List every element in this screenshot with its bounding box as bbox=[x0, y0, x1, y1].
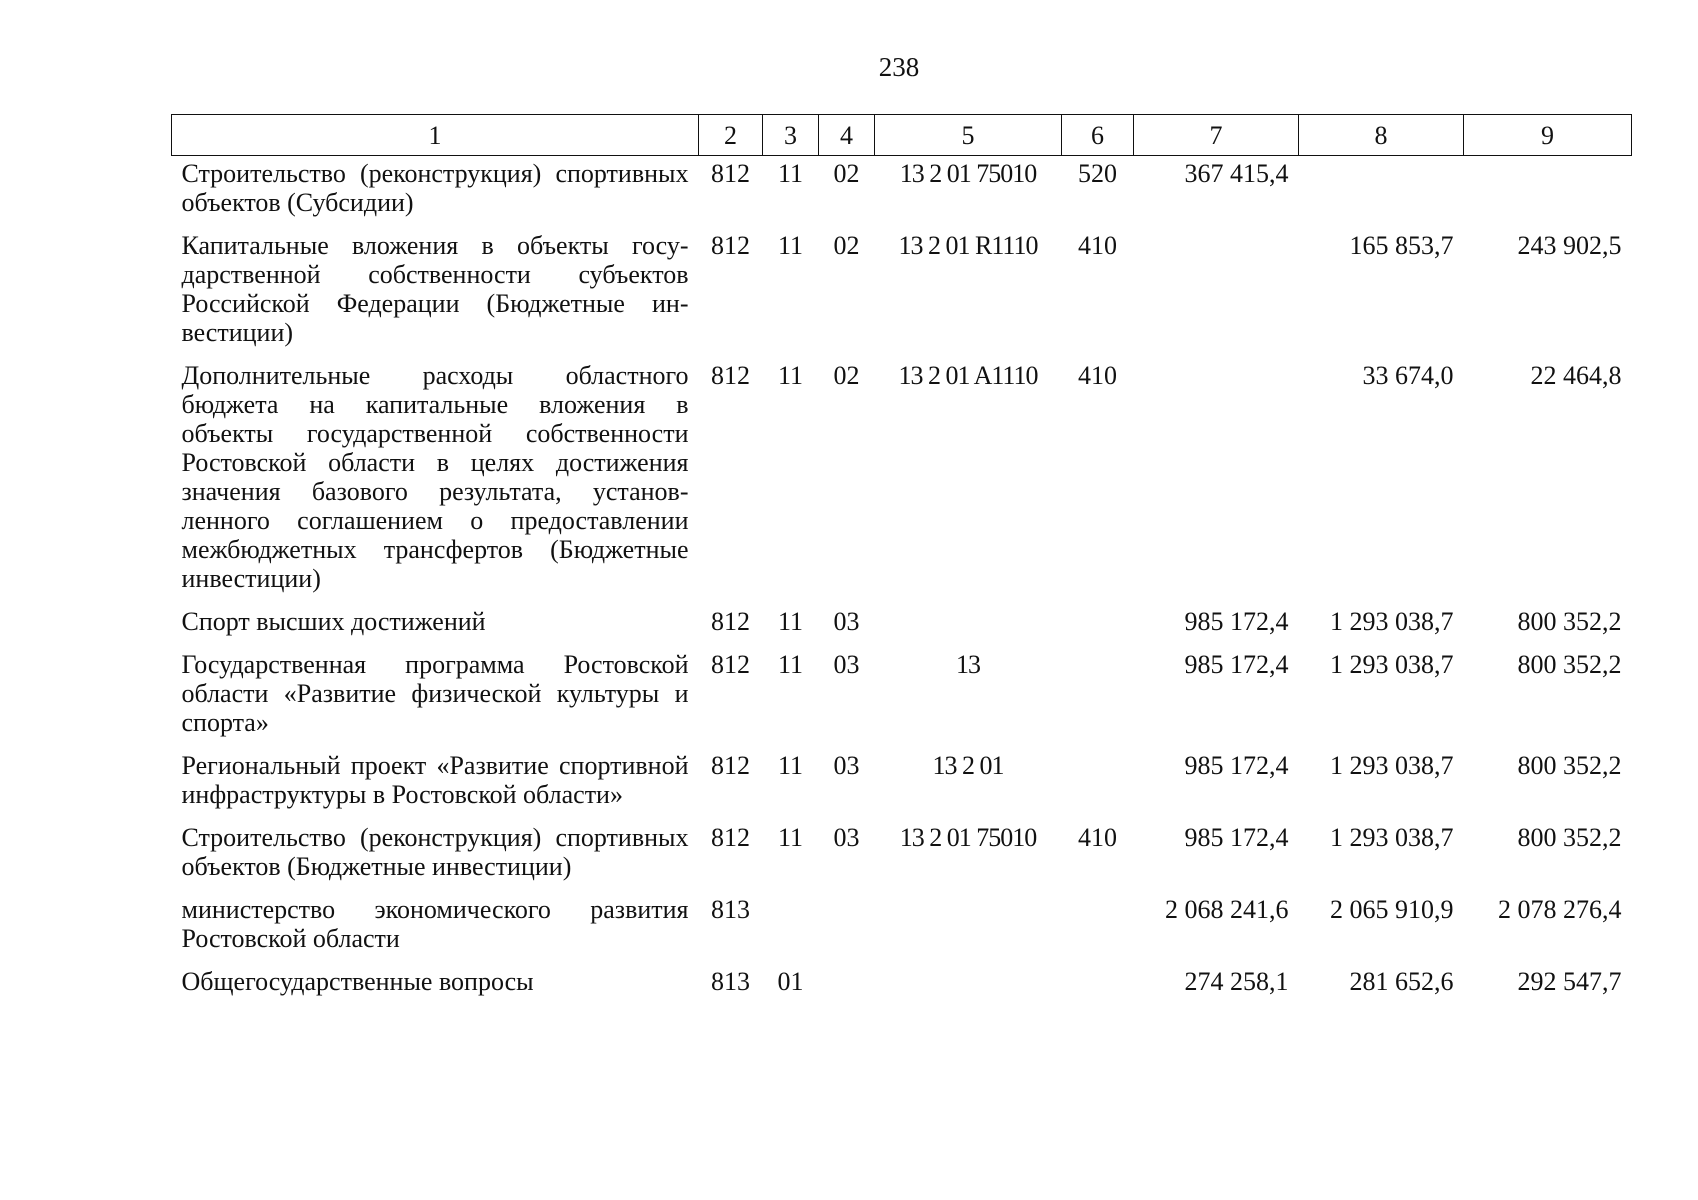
target-article-code: 13 2 01 R1110 bbox=[898, 231, 1038, 260]
table-row bbox=[172, 156, 1632, 229]
amount-col-9: 800 352,2 bbox=[1517, 607, 1622, 636]
amount-col-9: 22 464,8 bbox=[1530, 361, 1622, 390]
section-code: 11 bbox=[777, 650, 804, 679]
target-article-code: 13 2 01 bbox=[932, 751, 1004, 780]
section-code: 11 bbox=[777, 159, 804, 188]
expense-type-code bbox=[1062, 892, 1134, 964]
section-code: 11 bbox=[777, 361, 804, 390]
amount-col-8: 165 853,7 bbox=[1349, 231, 1454, 260]
ministry-code: 812 bbox=[711, 650, 750, 679]
row-name: министерство экономического развития Ростовской области bbox=[181, 895, 689, 953]
section-code: 11 bbox=[777, 607, 804, 636]
amount-col-8: 1 293 038,7 bbox=[1330, 650, 1454, 679]
ministry-code: 812 bbox=[711, 159, 750, 188]
ministry-code: 812 bbox=[711, 823, 750, 852]
expense-type-code: 520 bbox=[1078, 159, 1117, 188]
amount-col-8: 33 674,0 bbox=[1362, 361, 1454, 390]
column-header-2: 2 bbox=[699, 115, 763, 156]
amount-col-8: 2 065 910,9 bbox=[1330, 895, 1454, 924]
section-code: 11 bbox=[777, 231, 804, 260]
ministry-code: 813 bbox=[711, 895, 750, 924]
section-code: 01 bbox=[777, 967, 804, 996]
expense-type-code bbox=[1062, 647, 1134, 748]
column-header-9: 9 bbox=[1464, 115, 1632, 156]
subsection-code: 03 bbox=[833, 607, 860, 636]
row-name: Капитальные вложения в объекты государственной собственности субъектов Российской Федерации (Бюджетные инвестиции) bbox=[181, 231, 689, 347]
row-name: Спорт высших достижений bbox=[181, 607, 486, 636]
column-header-1: 1 bbox=[172, 115, 699, 156]
header-row bbox=[172, 115, 1632, 156]
ministry-code: 812 bbox=[711, 231, 750, 260]
subsection-code: 03 bbox=[833, 751, 860, 780]
table-row bbox=[172, 647, 1632, 748]
section-code bbox=[763, 892, 819, 964]
column-header-7: 7 bbox=[1134, 115, 1299, 156]
table-row bbox=[172, 820, 1632, 892]
row-name: Региональный проект «Развитие спортивной инфраструктуры в Ростовской области» bbox=[181, 751, 689, 809]
table-row bbox=[172, 748, 1632, 820]
column-header-6: 6 bbox=[1062, 115, 1134, 156]
section-code: 11 bbox=[777, 823, 804, 852]
amount-col-9: 800 352,2 bbox=[1517, 823, 1622, 852]
column-header-5: 5 bbox=[875, 115, 1062, 156]
amount-col-7: 985 172,4 bbox=[1184, 650, 1289, 679]
amount-col-7: 274 258,1 bbox=[1184, 967, 1289, 996]
target-article-code bbox=[875, 964, 1062, 1007]
target-article-code bbox=[875, 892, 1062, 964]
subsection-code: 02 bbox=[833, 361, 860, 390]
expense-type-code bbox=[1062, 748, 1134, 820]
amount-col-7 bbox=[1134, 228, 1299, 358]
expense-type-code bbox=[1062, 964, 1134, 1007]
amount-col-7: 985 172,4 bbox=[1184, 751, 1289, 780]
amount-col-9: 800 352,2 bbox=[1517, 751, 1622, 780]
subsection-code bbox=[819, 964, 875, 1007]
target-article-code: 13 2 01 75010 bbox=[899, 823, 1037, 852]
amount-col-8: 281 652,6 bbox=[1349, 967, 1454, 996]
subsection-code bbox=[819, 892, 875, 964]
expense-type-code bbox=[1062, 604, 1134, 647]
expense-type-code: 410 bbox=[1078, 231, 1117, 260]
column-header-3: 3 bbox=[763, 115, 819, 156]
table-row bbox=[172, 892, 1632, 964]
table-row bbox=[172, 228, 1632, 358]
expense-type-code: 410 bbox=[1078, 823, 1117, 852]
amount-col-8: 1 293 038,7 bbox=[1330, 751, 1454, 780]
amount-col-9 bbox=[1464, 156, 1632, 229]
budget-table bbox=[171, 114, 1632, 1007]
column-header-4: 4 bbox=[819, 115, 875, 156]
subsection-code: 03 bbox=[833, 823, 860, 852]
target-article-code bbox=[875, 604, 1062, 647]
amount-col-7: 985 172,4 bbox=[1184, 607, 1289, 636]
section-code: 11 bbox=[777, 751, 804, 780]
amount-col-7: 2 068 241,6 bbox=[1165, 895, 1289, 924]
row-name: Строительство (реконструкция) спортивных объектов (Субсидии) bbox=[181, 159, 689, 217]
ministry-code: 812 bbox=[711, 607, 750, 636]
amount-col-7 bbox=[1134, 358, 1299, 604]
table-row bbox=[172, 604, 1632, 647]
amount-col-8 bbox=[1299, 156, 1464, 229]
ministry-code: 813 bbox=[711, 967, 750, 996]
row-name: Общегосударственные вопросы bbox=[181, 967, 534, 996]
subsection-code: 03 bbox=[833, 650, 860, 679]
amount-col-8: 1 293 038,7 bbox=[1330, 607, 1454, 636]
row-name: Государственная программа Ростовской области «Развитие физической культуры и спорта» bbox=[181, 650, 689, 737]
ministry-code: 812 bbox=[711, 361, 750, 390]
subsection-code: 02 bbox=[833, 231, 860, 260]
amount-col-7: 985 172,4 bbox=[1184, 823, 1289, 852]
amount-col-7: 367 415,4 bbox=[1184, 159, 1289, 188]
table-row bbox=[172, 964, 1632, 1007]
expense-type-code: 410 bbox=[1078, 361, 1117, 390]
amount-col-9: 243 902,5 bbox=[1517, 231, 1622, 260]
ministry-code: 812 bbox=[711, 751, 750, 780]
page-number: 238 bbox=[878, 52, 920, 82]
target-article-code: 13 bbox=[956, 650, 980, 679]
table-row bbox=[172, 358, 1632, 604]
row-name: Дополнительные расходы областного бюджета на капитальные вложения в объекты государственной собственности Ростовской области в целях достижения значения базового результата, установленного соглашением о предоставлении межбюджетных трансфертов (Бюджетные инвестиции) bbox=[181, 361, 689, 593]
amount-col-9: 2 078 276,4 bbox=[1498, 895, 1622, 924]
subsection-code: 02 bbox=[833, 159, 860, 188]
amount-col-9: 292 547,7 bbox=[1517, 967, 1622, 996]
column-header-8: 8 bbox=[1299, 115, 1464, 156]
amount-col-9: 800 352,2 bbox=[1517, 650, 1622, 679]
target-article-code: 13 2 01 75010 bbox=[899, 159, 1037, 188]
row-name: Строительство (реконструкция) спортивных объектов (Бюджетные инвестиции) bbox=[181, 823, 689, 881]
amount-col-8: 1 293 038,7 bbox=[1330, 823, 1454, 852]
target-article-code: 13 2 01 A1110 bbox=[898, 361, 1038, 390]
